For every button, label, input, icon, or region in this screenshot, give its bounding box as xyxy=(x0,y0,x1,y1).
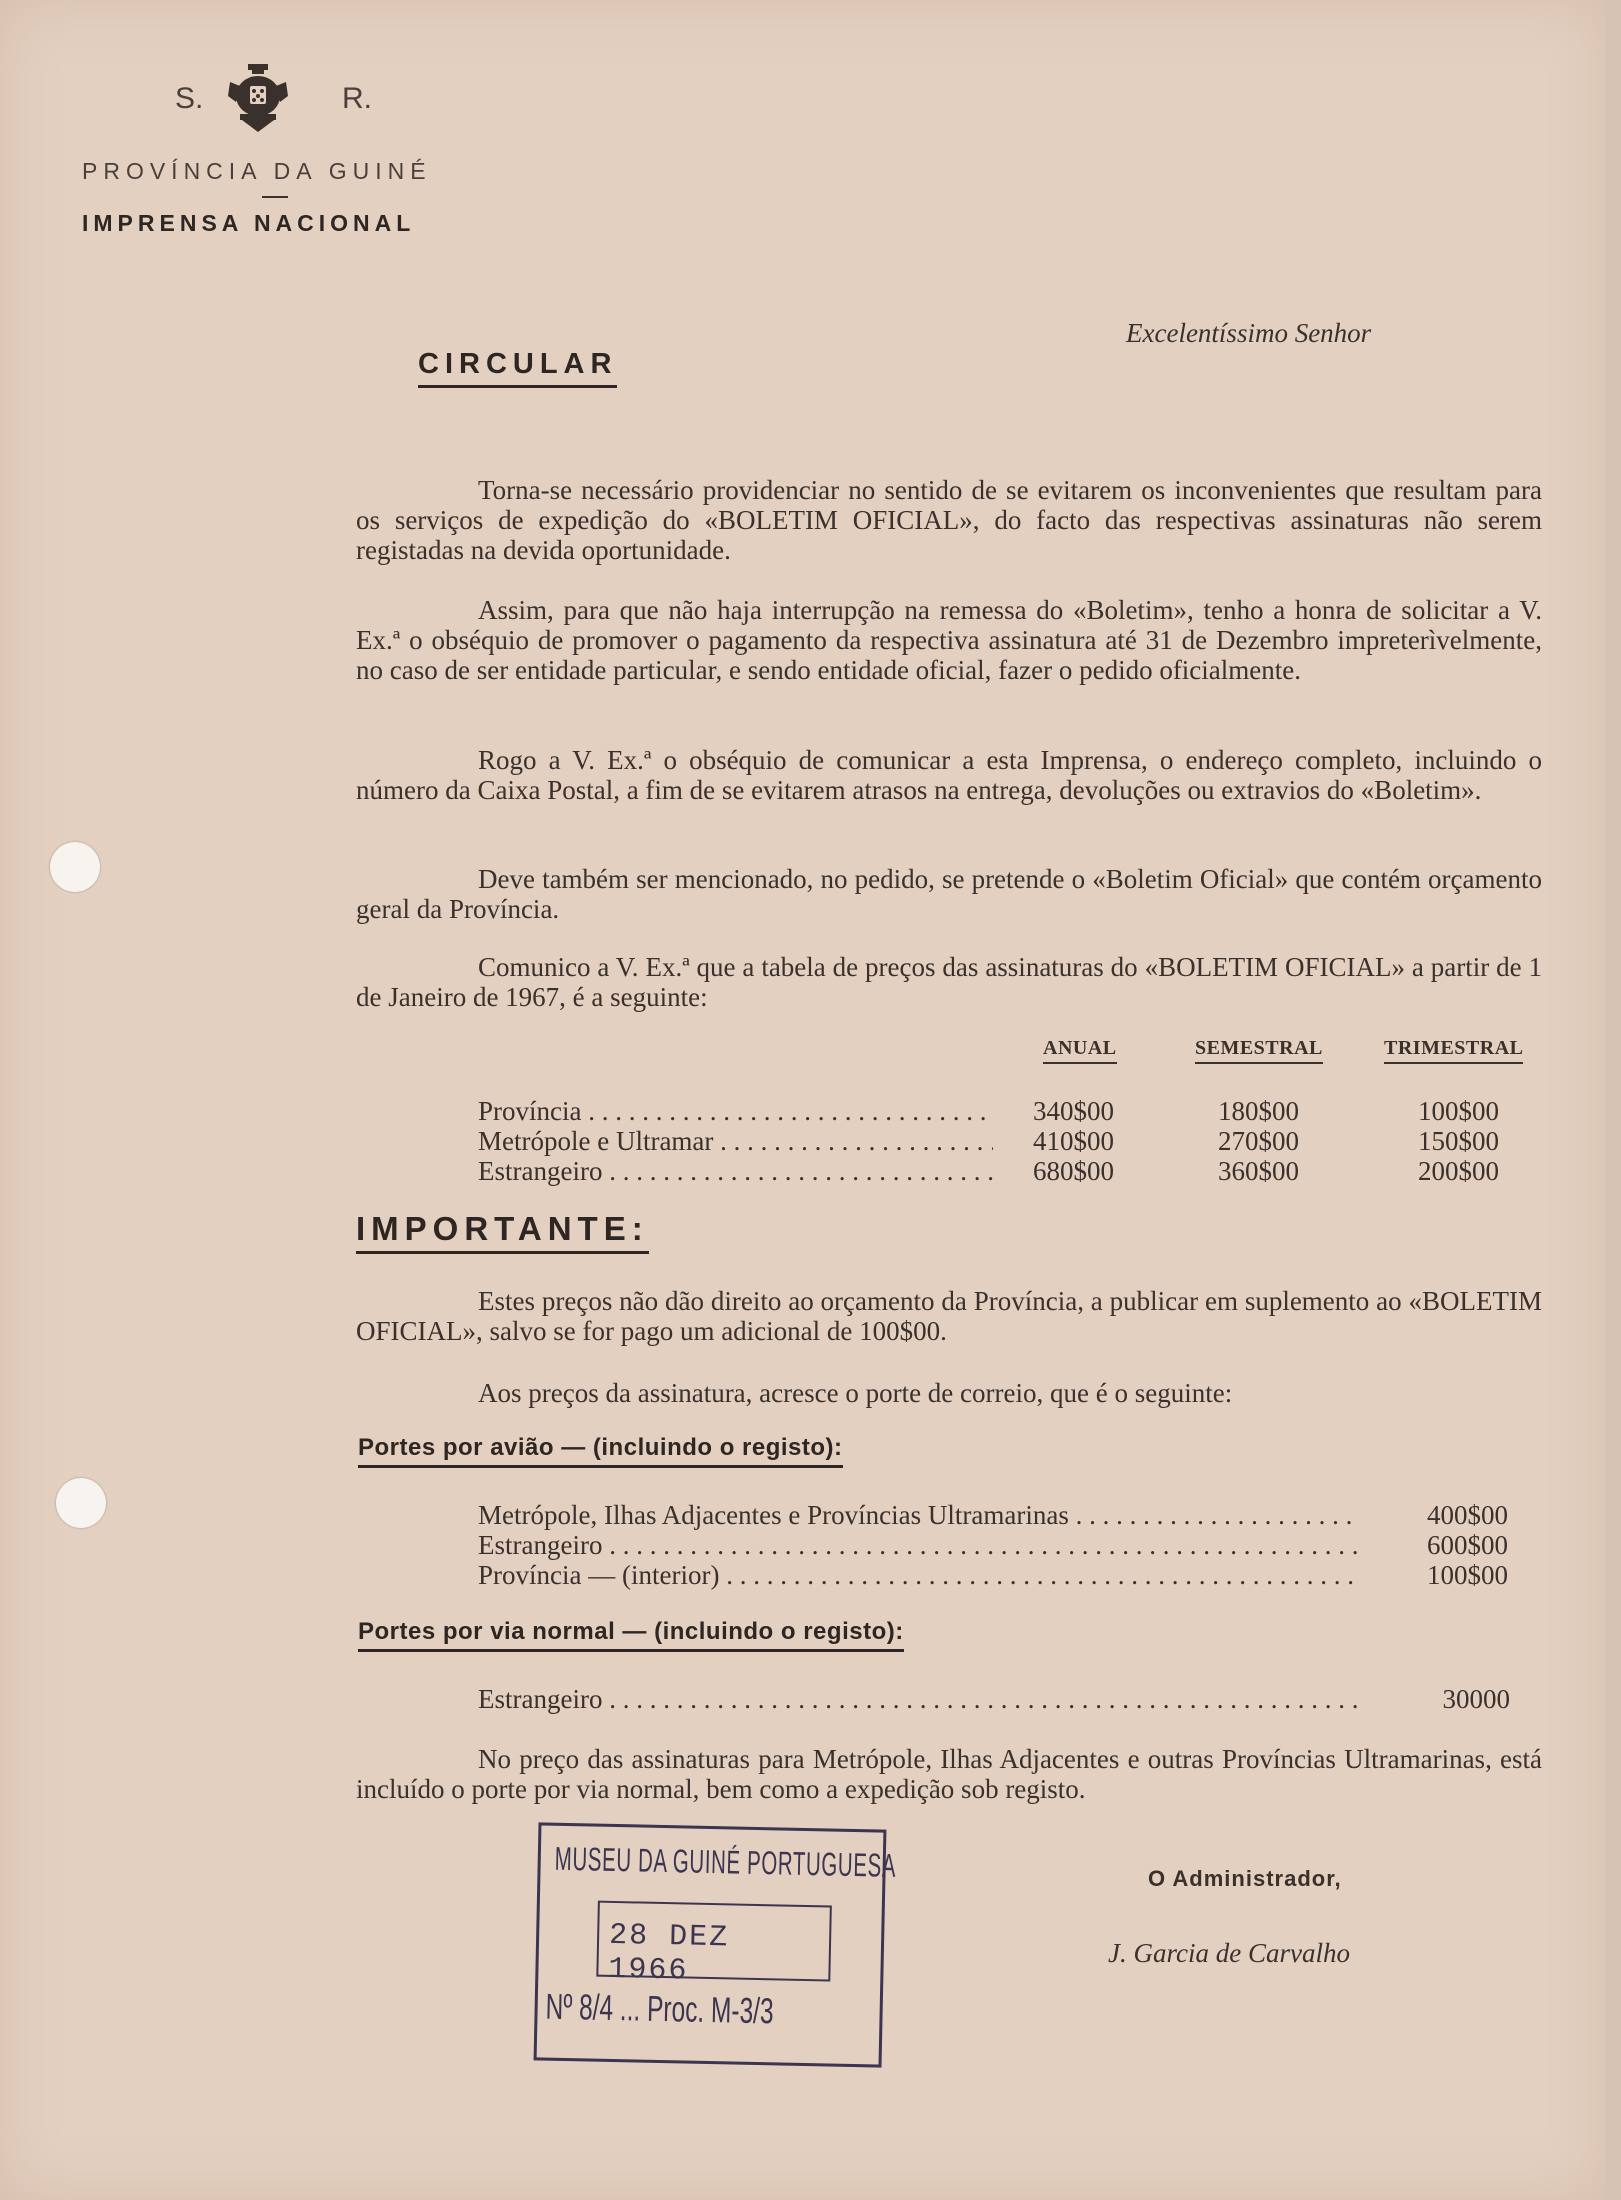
document-title: CIRCULAR xyxy=(418,348,617,388)
press-name: IMPRENSA NACIONAL xyxy=(82,210,416,236)
paragraph-1: Torna-se necessário providenciar no sentido de se evitarem os inconvenientes que resultam para os serviços de expedição do «BOLETIM OFICIAL», do facto das respectivas assinaturas não serem registadas na devida oportunidade. xyxy=(356,475,1542,565)
stamp-date: 28 DEZ 1966 xyxy=(608,1918,730,1989)
postage-row-label: Metrópole, Ilhas Adjacentes e Províncias Ultramarinas . . . xyxy=(478,1500,1358,1531)
postage-row xyxy=(478,1530,1508,1560)
postage-row-label: Estrangeiro . . . xyxy=(478,1530,1358,1561)
stamp-museum-name: MUSEU DA GUINÉ PORTUGUESA xyxy=(554,1839,897,1884)
closing-paragraph: No preço das assinaturas para Metrópole, Ilhas Adjacentes e outras Províncias Ultramarinas, está incluído o porte por via normal, bem como a expedição sob registo. xyxy=(356,1744,1542,1804)
coat-of-arms-emblem xyxy=(226,62,290,134)
postage-row xyxy=(478,1560,1508,1590)
postage-row xyxy=(478,1500,1508,1530)
price-row xyxy=(478,1156,1542,1186)
column-header-trimestral: TRIMESTRAL xyxy=(1384,1037,1523,1064)
price-anual: 410$00 xyxy=(1033,1126,1114,1156)
price-trimestral: 100$00 xyxy=(1418,1096,1499,1126)
price-semestral: 360$00 xyxy=(1218,1156,1299,1186)
punch-hole-bottom xyxy=(56,1478,106,1528)
postage-row-label: Estrangeiro . . . xyxy=(478,1684,1358,1715)
price-semestral: 270$00 xyxy=(1218,1126,1299,1156)
stamp-date-box xyxy=(596,1901,832,1989)
important-heading: IMPORTANTE: xyxy=(356,1210,649,1254)
signature-name: J. Garcia de Carvalho xyxy=(1108,1938,1350,1968)
paragraph-3: Rogo a V. Ex.ª o obséquio de comunicar a esta Imprensa, o endereço completo, incluindo o número da Caixa Postal, a fim de se evitarem atrasos na entrega, devoluções ou extravios do «Boletim». xyxy=(356,745,1542,805)
important-paragraph-2: Aos preços da assinatura, acresce o porte de correio, que é o seguinte: xyxy=(478,1378,1233,1408)
page-edge xyxy=(1605,0,1621,2200)
column-header-anual: ANUAL xyxy=(1043,1037,1117,1064)
price-row-label: Estrangeiro . . . xyxy=(478,1156,993,1187)
header-r: R. xyxy=(342,82,372,115)
header-s: S. xyxy=(175,82,204,115)
postage-row-value: 100$00 xyxy=(1427,1560,1508,1590)
signature-title: O Administrador, xyxy=(1148,1866,1342,1891)
column-header-semestral: SEMESTRAL xyxy=(1195,1037,1323,1064)
paragraph-4: Deve também ser mencionado, no pedido, se pretende o «Boletim Oficial» que contém orçamento geral da Província. xyxy=(356,864,1542,924)
header-divider xyxy=(262,196,288,198)
price-anual: 340$00 xyxy=(1033,1096,1114,1126)
price-trimestral: 200$00 xyxy=(1418,1156,1499,1186)
postage-row-value: 600$00 xyxy=(1427,1530,1508,1560)
museum-stamp xyxy=(534,1822,897,2067)
paragraph-5: Comunico a V. Ex.ª que a tabela de preços das assinaturas do «BOLETIM OFICIAL» a partir de 1 de Janeiro de 1967, é a seguinte: xyxy=(356,952,1542,1012)
salutation: Excelentíssimo Senhor xyxy=(1126,318,1372,348)
important-paragraph-1: Estes preços não dão direito ao orçamento da Província, a publicar em suplemento ao «BOLETIM OFICIAL», salvo se for pago um adicional de 100$00. xyxy=(356,1286,1542,1346)
postage-row-value: 400$00 xyxy=(1427,1500,1508,1530)
postage-row xyxy=(478,1684,1510,1714)
price-row-label: Metrópole e Ultramar . . . xyxy=(478,1126,993,1157)
price-row xyxy=(478,1126,1542,1156)
stamp-number: Nº 8/4 ... Proc. M-3/3 xyxy=(545,1985,775,2032)
price-anual: 680$00 xyxy=(1033,1156,1114,1186)
price-semestral: 180$00 xyxy=(1218,1096,1299,1126)
price-row-label: Província . . . xyxy=(478,1096,993,1127)
province-name: PROVÍNCIA DA GUINÉ xyxy=(82,158,432,184)
paragraph-2: Assim, para que não haja interrupção na remessa do «Boletim», tenho a honra de solicitar a V. Ex.ª o obséquio de promover o pagamento da respectiva assinatura até 31 de Dezembro impreterìvelmente, no caso de ser entidade particular, e sendo entidade oficial, fazer o pedido oficialmente. xyxy=(356,595,1542,685)
air-postage-heading: Portes por avião — (incluindo o registo): xyxy=(358,1434,843,1468)
punch-hole-top xyxy=(50,842,100,892)
normal-postage-heading: Portes por via normal — (incluindo o registo): xyxy=(358,1618,904,1652)
price-trimestral: 150$00 xyxy=(1418,1126,1499,1156)
postage-row-label: Província — (interior) . . . xyxy=(478,1560,1358,1591)
price-row xyxy=(478,1096,1542,1126)
postage-row-value: 30000 xyxy=(1442,1684,1510,1714)
